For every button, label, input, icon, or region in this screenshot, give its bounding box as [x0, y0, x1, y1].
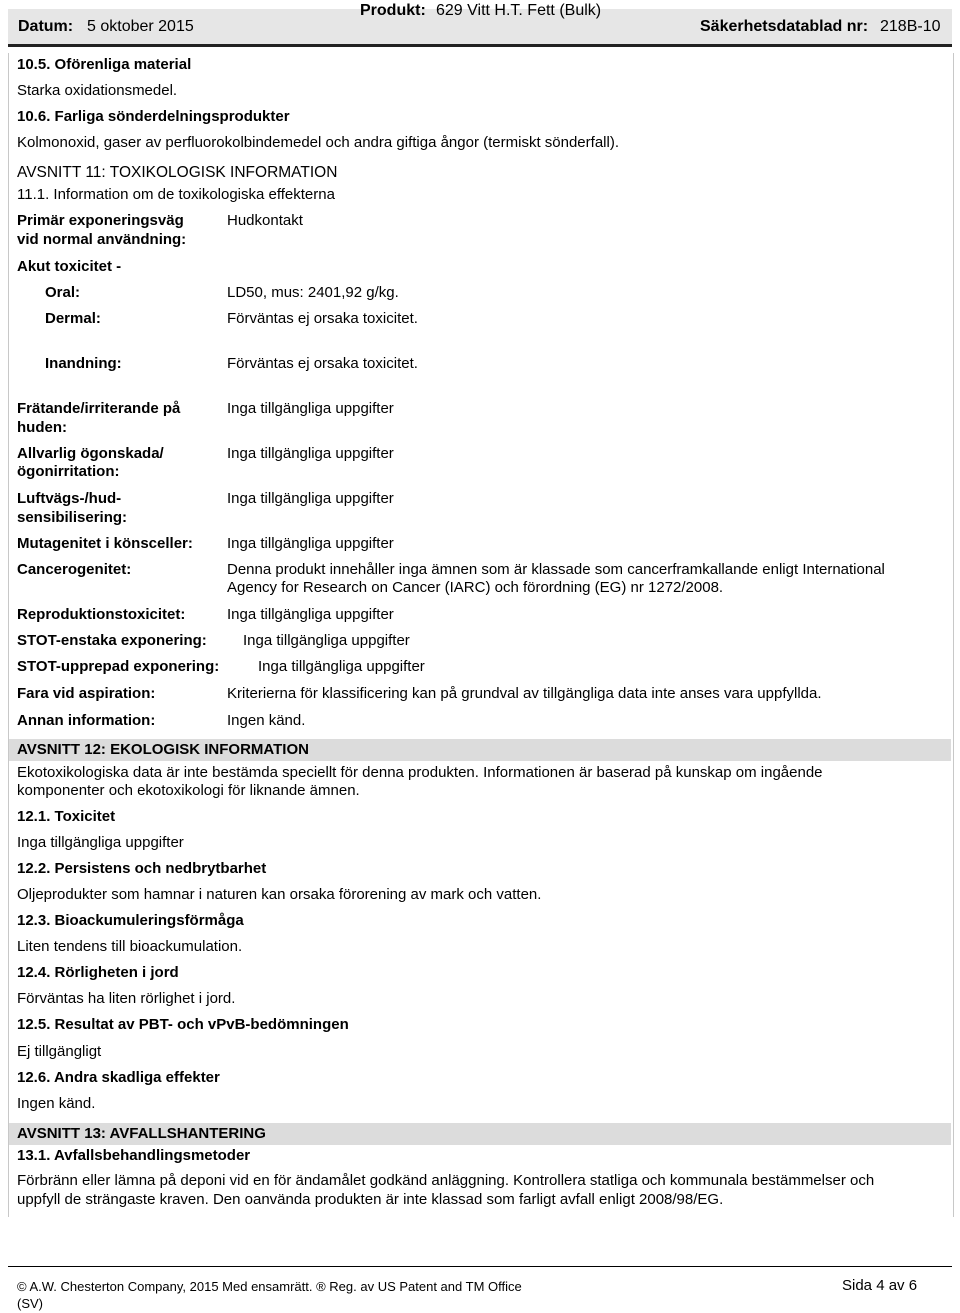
- s10-6-text: Kolmonoxid, gaser av perfluorokolbindemedel och andra giftiga ångor (termiskt sönderfall).: [17, 134, 619, 151]
- inhalation-value: Förväntas ej orsaka toxicitet.: [227, 355, 418, 372]
- stot-re-label: STOT-upprepad exponering:: [17, 658, 220, 675]
- footer-copyright: © A.W. Chesterton Company, 2015 Med ensamrätt. ® Reg. av US Patent and TM Office: [17, 1279, 522, 1294]
- eye-label-2: ögonirritation:: [17, 463, 120, 480]
- s11-title: AVSNITT 11: TOXIKOLOGISK INFORMATION: [17, 164, 338, 181]
- oral-label: Oral:: [45, 284, 81, 301]
- dermal-value: Förväntas ej orsaka toxicitet.: [227, 310, 418, 327]
- oral-value: LD50, mus: 2401,92 g/kg.: [227, 284, 399, 301]
- carcinogenicity-label: Cancerogenitet:: [17, 561, 132, 578]
- aspiration-value: Kriterierna för klassificering kan på grundval av tillgängliga data inte anses vara uppfyllda.: [227, 685, 822, 702]
- stot-re-value: Inga tillgängliga uppgifter: [258, 658, 425, 675]
- s12-4-heading: 12.4. Rörligheten i jord: [17, 964, 179, 981]
- s12-2-text: Oljeprodukter som hamnar i naturen kan orsaka förorening av mark och vatten.: [17, 886, 542, 903]
- inhalation-label: Inandning:: [45, 355, 122, 372]
- s12-1-text: Inga tillgängliga uppgifter: [17, 834, 184, 851]
- route-label-1: Primär exponeringsväg: [17, 212, 184, 229]
- skin-value: Inga tillgängliga uppgifter: [227, 400, 394, 417]
- other-info-value: Ingen känd.: [227, 712, 306, 729]
- sens-value: Inga tillgängliga uppgifter: [227, 490, 394, 507]
- repro-label: Reproduktionstoxicitet:: [17, 606, 186, 623]
- s10-5-heading: 10.5. Oförenliga material: [17, 56, 192, 73]
- document-header: [8, 2, 952, 45]
- s13-text-2: uppfyll de strängaste kraven. Den oanvända produkten är inte klassad som farligt avfall enligt 2008/98/EG.: [17, 1191, 724, 1208]
- sens-label-2: sensibilisering:: [17, 509, 128, 526]
- mutagenicity-value: Inga tillgängliga uppgifter: [227, 535, 394, 552]
- eye-value: Inga tillgängliga uppgifter: [227, 445, 394, 462]
- carcinogenicity-value-1: Denna produkt innehåller inga ämnen som är klassade som cancerframkallande enligt International: [227, 561, 885, 578]
- acute-label: Akut toxicitet -: [17, 258, 122, 275]
- date-label: Datum:: [18, 18, 74, 35]
- s12-6-text: Ingen känd.: [17, 1095, 96, 1112]
- aspiration-label: Fara vid aspiration:: [17, 685, 156, 702]
- header-divider: [8, 44, 952, 47]
- other-info-label: Annan information:: [17, 712, 156, 729]
- s12-2-heading: 12.2. Persistens och nedbrytbarhet: [17, 860, 267, 877]
- s12-3-text: Liten tendens till bioackumulation.: [17, 938, 243, 955]
- skin-label-2: huden:: [17, 419, 67, 436]
- skin-label-1: Frätande/irriterande på: [17, 400, 181, 417]
- s13-subheading: 13.1. Avfallsbehandlingsmetoder: [17, 1147, 251, 1164]
- s12-intro-2: komponenter och ekotoxikologi för liknande ämnen.: [17, 782, 360, 799]
- footer-page-number: Sida 4 av 6: [842, 1277, 918, 1294]
- carcinogenicity-value-2: Agency for Research on Cancer (IARC) och förordning (EG) nr 1272/2008.: [227, 579, 724, 596]
- stot-se-value: Inga tillgängliga uppgifter: [243, 632, 410, 649]
- footer-divider: [8, 1266, 952, 1267]
- s12-5-heading: 12.5. Resultat av PBT- och vPvB-bedömningen: [17, 1016, 349, 1033]
- mutagenicity-label: Mutagenitet i könsceller:: [17, 535, 193, 552]
- route-label-2: vid normal användning:: [17, 231, 187, 248]
- s12-intro-1: Ekotoxikologiska data är inte bestämda speciellt för denna produkten. Informationen är baserad på kunskap om ingående: [17, 764, 823, 781]
- dermal-label: Dermal:: [45, 310, 101, 327]
- s10-5-text: Starka oxidationsmedel.: [17, 82, 178, 99]
- route-value: Hudkontakt: [227, 212, 303, 229]
- s12-title: AVSNITT 12: EKOLOGISK INFORMATION: [17, 741, 309, 758]
- s11-subheading: 11.1. Information om de toxikologiska effekterna: [17, 186, 335, 203]
- sds-label: Säkerhetsdatablad nr:: [700, 18, 869, 35]
- product-value: 629 Vitt H.T. Fett (Bulk): [436, 2, 602, 19]
- s12-5-text: Ej tillgängligt: [17, 1043, 102, 1060]
- stot-se-label: STOT-enstaka exponering:: [17, 632, 207, 649]
- s12-3-heading: 12.3. Bioackumuleringsförmåga: [17, 912, 244, 929]
- s10-6-heading: 10.6. Farliga sönderdelningsprodukter: [17, 108, 290, 125]
- sds-value: 218B-10: [880, 18, 941, 35]
- s12-6-heading: 12.6. Andra skadliga effekter: [17, 1069, 220, 1086]
- s13-title: AVSNITT 13: AVFALLSHANTERING: [17, 1125, 266, 1142]
- date-value: 5 oktober 2015: [87, 18, 194, 35]
- product-label: Produkt:: [360, 2, 426, 19]
- s13-text-1: Förbränn eller lämna på deponi vid en för ändamålet godkänd anläggning. Kontrollera statliga och kommunala bestämmelser och: [17, 1172, 875, 1189]
- s12-4-text: Förväntas ha liten rörlighet i jord.: [17, 990, 236, 1007]
- footer-language: (SV): [17, 1296, 43, 1311]
- s12-1-heading: 12.1. Toxicitet: [17, 808, 116, 825]
- eye-label-1: Allvarlig ögonskada/: [17, 445, 164, 462]
- repro-value: Inga tillgängliga uppgifter: [227, 606, 394, 623]
- sens-label-1: Luftvägs-/hud-: [17, 490, 122, 507]
